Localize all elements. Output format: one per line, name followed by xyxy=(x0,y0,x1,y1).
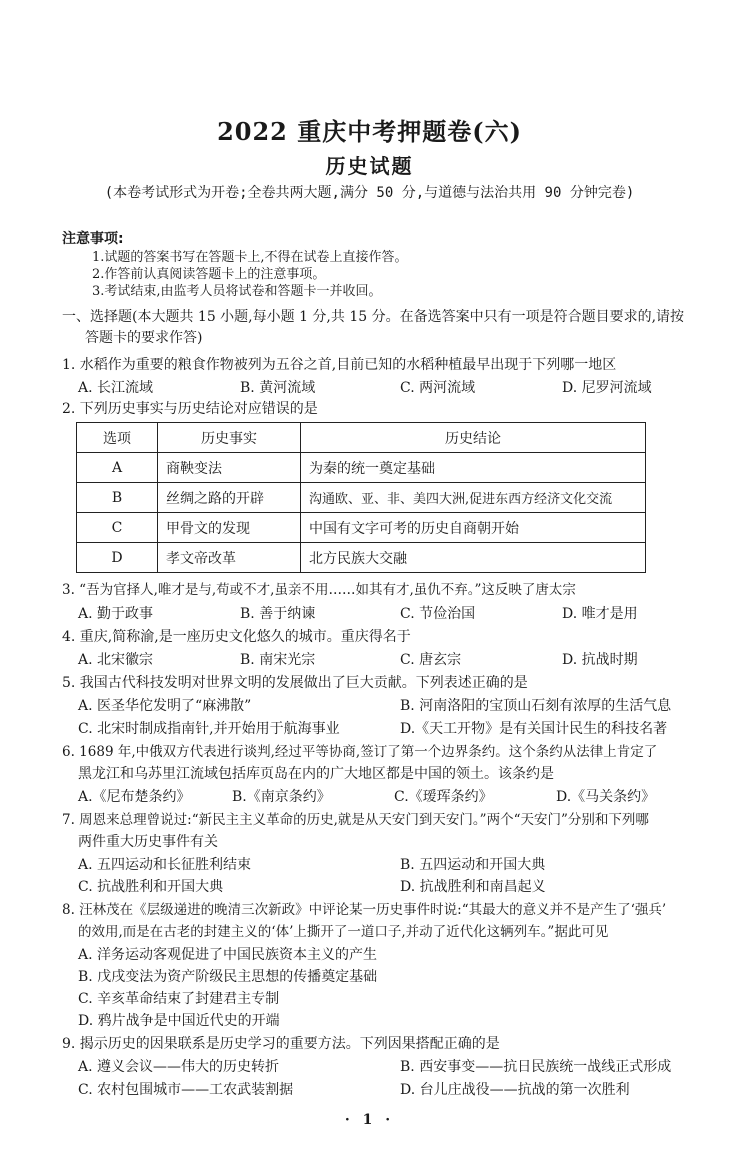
option-c: C. 抗战胜利和开国大典 xyxy=(78,879,224,895)
notice-item: 2.作答前认真阅读答题卡上的注意事项。 xyxy=(92,267,326,282)
option-c: C. 两河流域 xyxy=(400,380,476,396)
table-row xyxy=(77,543,646,573)
option-a: A. 洋务运动客观促进了中国民族资本主义的产生 xyxy=(78,947,378,963)
table-cell: 甲骨文的发现 xyxy=(158,513,301,543)
option-a: A. 五四运动和长征胜利结束 xyxy=(78,857,252,873)
section-heading: 一、选择题(本大题共 15 小题,每小题 1 分,共 15 分。在备选答案中只有一项是符合题目要求的,请按 xyxy=(62,309,685,325)
option-d: D. 鸦片战争是中国近代史的开端 xyxy=(78,1013,280,1029)
option-a: A. 长江流域 xyxy=(78,380,154,396)
option-b: B. 黄河流域 xyxy=(240,380,316,396)
notice-item: 1.试题的答案书写在答题卡上,不得在试卷上直接作答。 xyxy=(92,250,408,265)
column-header: 历史事实 xyxy=(158,423,301,453)
question-stem: 5. 我国古代科技发明对世界文明的发展做出了巨大贡献。下列表述正确的是 xyxy=(62,675,528,691)
table-cell: 沟通欧、亚、非、美四大洲,促进东西方经济文化交流 xyxy=(301,483,646,513)
option-d: D. 尼罗河流域 xyxy=(562,380,652,396)
question-stem: 7. 周恩来总理曾说过:“新民主主义革命的历史,就是从天安门到天安门。”两个“天安门”分别和下列哪 xyxy=(62,812,649,828)
option-c: C.《瑷珲条约》 xyxy=(394,789,493,805)
exam-title: 2022 重庆中考押题卷(六) xyxy=(217,117,522,146)
question-stem: 2. 下列历史事实与历史结论对应错误的是 xyxy=(62,401,318,417)
option-a: A. 医圣华佗发明了“麻沸散” xyxy=(78,698,252,714)
table-row xyxy=(77,513,646,543)
table-header-row xyxy=(77,423,646,453)
option-d: D. 台儿庄战役——抗战的第一次胜利 xyxy=(400,1082,630,1098)
option-b: B.《南京条约》 xyxy=(232,789,331,805)
question-stem: 6. 1689 年,中俄双方代表进行谈判,经过平等协商,签订了第一个边界条约。这个条约从法律上肯定了 xyxy=(62,744,658,760)
option-c: C. 北宋时制成指南针,并开始用于航海事业 xyxy=(78,721,340,737)
table-cell: 为秦的统一奠定基础 xyxy=(301,453,646,483)
table-cell: 丝绸之路的开辟 xyxy=(158,483,301,513)
option-b: B. 五四运动和开国大典 xyxy=(400,857,546,873)
option-c: C. 节俭治国 xyxy=(400,606,476,622)
table-cell: D xyxy=(77,543,158,573)
option-b: B. 戊戌变法为资产阶级民主思想的传播奠定基础 xyxy=(78,969,378,985)
option-a: A.《尼布楚条约》 xyxy=(78,789,191,805)
option-b: B. 善于纳谏 xyxy=(240,606,316,622)
exam-subtitle: 历史试题 xyxy=(325,154,414,178)
option-d: D. 抗战时期 xyxy=(562,652,638,668)
option-d: D. 唯才是用 xyxy=(562,606,638,622)
question-stem: 8. 汪林茂在《层级递进的晚清三次新政》中评论某一历史事件时说:“其最大的意义并不是产生了‘强兵’ xyxy=(62,902,667,918)
option-c: C. 唐玄宗 xyxy=(400,652,462,668)
question-stem: 4. 重庆,简称渝,是一座历史文化悠久的城市。重庆得名于 xyxy=(62,629,411,645)
notice-item: 3.考试结束,由监考人员将试卷和答题卡一并收回。 xyxy=(92,284,382,299)
table-row xyxy=(77,483,646,513)
option-d: D.《天工开物》是有关国计民生的科技名著 xyxy=(400,721,668,737)
question-stem: 1. 水稻作为重要的粮食作物被列为五谷之首,目前已知的水稻种植最早出现于下列哪一地区 xyxy=(62,357,617,373)
table-cell: 商鞅变法 xyxy=(158,453,301,483)
question-stem-cont: 黑龙江和乌苏里江流域包括库页岛在内的广大地区都是中国的领土。该条约是 xyxy=(78,766,554,782)
question-stem: 3. “吾为官择人,唯才是与,苟或不才,虽亲不用……如其有才,虽仇不弃。”这反映了唐太宗 xyxy=(62,582,576,598)
option-b: B. 南宋光宗 xyxy=(240,652,316,668)
page-number: · 1 · xyxy=(344,1112,395,1128)
table-cell: 孝文帝改革 xyxy=(158,543,301,573)
question-stem: 9. 揭示历史的因果联系是历史学习的重要方法。下列因果搭配正确的是 xyxy=(62,1036,500,1052)
option-d: D.《马关条约》 xyxy=(556,789,656,805)
exam-note: (本卷考试形式为开卷;全卷共两大题,满分 50 分,与道德与法治共用 90 分钟完卷) xyxy=(104,185,635,201)
option-b: B. 西安事变——抗日民族统一战线正式形成 xyxy=(400,1059,672,1075)
table-cell: A xyxy=(77,453,158,483)
table-row xyxy=(77,453,646,483)
option-b: B. 河南洛阳的宝顶山石刻有浓厚的生活气息 xyxy=(400,698,672,714)
table-cell: 北方民族大交融 xyxy=(301,543,646,573)
option-a: A. 勤于政事 xyxy=(78,606,154,622)
table-cell: C xyxy=(77,513,158,543)
section-heading-cont: 答题卡的要求作答) xyxy=(85,330,203,346)
option-a: A. 遵义会议——伟大的历史转折 xyxy=(78,1059,280,1075)
question-stem-cont: 两件重大历史事件有关 xyxy=(78,834,218,850)
option-a: A. 北宋徽宗 xyxy=(78,652,154,668)
column-header: 历史结论 xyxy=(301,423,646,453)
question-stem-cont: 的效用,而是在古老的封建主义的‘体’上撕开了一道口子,并动了近代化这辆列车。”据此可见 xyxy=(78,924,609,940)
option-d: D. 抗战胜利和南昌起义 xyxy=(400,879,546,895)
option-c: C. 辛亥革命结束了封建君主专制 xyxy=(78,991,280,1007)
table-cell: 中国有文字可考的历史自商朝开始 xyxy=(301,513,646,543)
column-header: 选项 xyxy=(77,423,158,453)
option-c: C. 农村包围城市——工农武装割据 xyxy=(78,1082,294,1098)
table-cell: B xyxy=(77,483,158,513)
notice-heading: 注意事项: xyxy=(62,231,124,247)
question-table xyxy=(76,422,646,573)
